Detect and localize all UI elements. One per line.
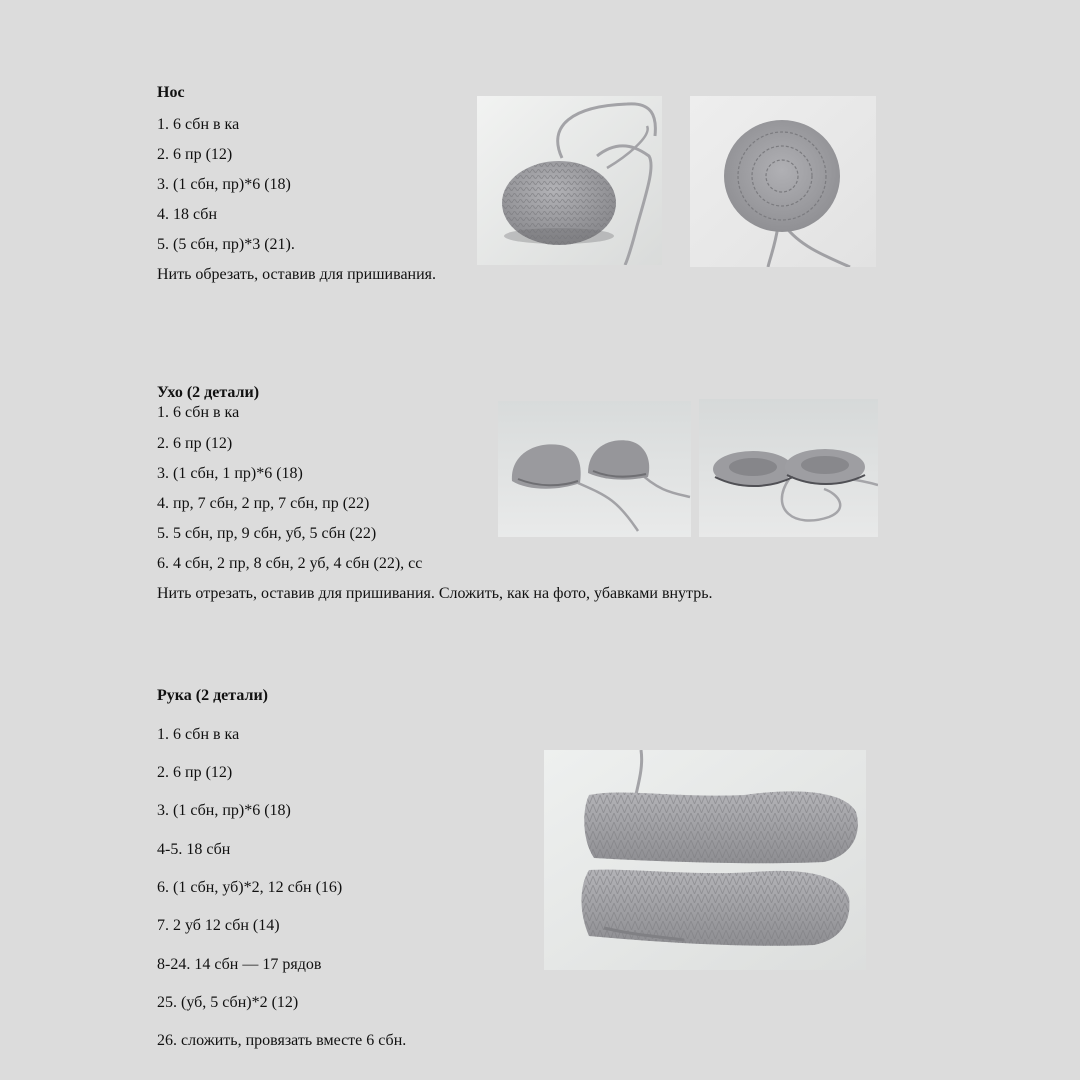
arm-step-7: 7. 2 уб 12 сбн (14) bbox=[157, 917, 280, 934]
ear-photo-front bbox=[498, 401, 691, 537]
ear-note: Нить отрезать, оставив для пришивания. Сложить, как на фото, убавками внутрь. bbox=[157, 585, 713, 602]
arm-step-4-5: 4-5. 18 сбн bbox=[157, 841, 231, 858]
ear-step-4: 4. пр, 7 сбн, 2 пр, 7 сбн, пр (22) bbox=[157, 495, 370, 512]
arm-step-2: 2. 6 пр (12) bbox=[157, 764, 233, 781]
nose-step-3: 3. (1 сбн, пр)*6 (18) bbox=[157, 176, 291, 193]
nose-title: Нос bbox=[157, 84, 185, 101]
nose-step-4: 4. 18 сбн bbox=[157, 206, 217, 223]
nose-note: Нить обрезать, оставив для пришивания. bbox=[157, 266, 437, 283]
arm-title: Рука (2 детали) bbox=[157, 687, 268, 704]
nose-step-1: 1. 6 сбн в ка bbox=[157, 116, 240, 133]
ear-step-3: 3. (1 сбн, 1 пр)*6 (18) bbox=[157, 465, 303, 482]
arm-step-25: 25. (уб, 5 сбн)*2 (12) bbox=[157, 994, 299, 1011]
nose-step-5: 5. (5 сбн, пр)*3 (21). bbox=[157, 236, 295, 253]
ear-step-2: 2. 6 пр (12) bbox=[157, 435, 233, 452]
nose-photo-side bbox=[477, 96, 662, 265]
ear-photo-top bbox=[699, 399, 878, 537]
arm-step-6: 6. (1 сбн, уб)*2, 12 сбн (16) bbox=[157, 879, 343, 896]
ear-step-5: 5. 5 сбн, пр, 9 сбн, уб, 5 сбн (22) bbox=[157, 525, 377, 542]
ear-title: Ухо (2 детали) bbox=[157, 384, 260, 401]
arm-step-8-24: 8-24. 14 сбн — 17 рядов bbox=[157, 956, 322, 973]
arm-step-1: 1. 6 сбн в ка bbox=[157, 726, 240, 743]
arm-photo bbox=[544, 750, 866, 970]
arm-step-3: 3. (1 сбн, пр)*6 (18) bbox=[157, 802, 291, 819]
nose-step-2: 2. 6 пр (12) bbox=[157, 146, 233, 163]
ear-step-1: 1. 6 сбн в ка bbox=[157, 404, 240, 421]
nose-photo-top bbox=[690, 96, 876, 267]
ear-step-6: 6. 4 сбн, 2 пр, 8 сбн, 2 уб, 4 сбн (22), сс bbox=[157, 555, 423, 572]
arm-step-26: 26. сложить, провязать вместе 6 сбн. bbox=[157, 1032, 407, 1049]
